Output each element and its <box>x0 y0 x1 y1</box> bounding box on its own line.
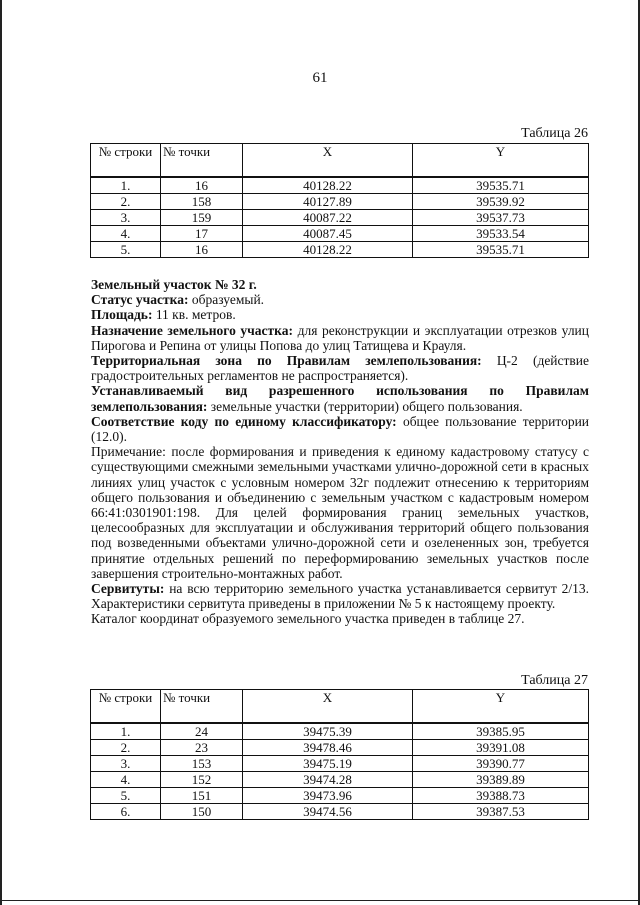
header-point-number: № точки <box>161 144 243 177</box>
plot-purpose: Назначение земельного участка: для реконструкции и эксплуатации отрезков улиц Пирогова и Репина от улицы Попова до улиц Татищева и Крауля. <box>91 322 590 353</box>
cell-row-number: 1. <box>91 177 161 194</box>
page-number: 61 <box>312 70 328 86</box>
coordinates-table-26 <box>90 143 589 258</box>
header-y: Y <box>413 144 589 177</box>
cell-row-number: 4. <box>91 225 161 241</box>
table-row <box>91 723 589 740</box>
cell-point-number: 16 <box>161 177 243 194</box>
cell-x: 40087.22 <box>243 209 413 225</box>
table-row <box>91 177 589 194</box>
cell-y: 39389.89 <box>413 771 589 787</box>
table-26-caption: Таблица 26 <box>521 126 588 141</box>
header-row-number: № строки <box>91 144 161 177</box>
cell-row-number: 2. <box>91 193 161 209</box>
cell-point-number: 158 <box>161 193 243 209</box>
plot-note: Примечание: после формирования и приведения к единому кадастровому статусу с существующими смежными земельными участками улично-дорожной сети в красных линиях улиц участок с условным номером 32г подлежит отнесению к территориям общего пользования и объединению с земельным участком с кадастровым номером 66:41:0301901:198. Для целей формирования границ земельных участков, целесообразных для эксплуатации и обслуживания территорий общего пользования под возведенными объектами улично-дорожной сети и озелененных зон, требуется принятие отдельных решений по переформированию земельных участков после завершения строительно-монтажных работ. <box>91 444 589 581</box>
cell-y: 39539.92 <box>413 193 589 209</box>
header-point-number: № точки <box>161 690 243 723</box>
cell-y: 39533.54 <box>413 225 589 241</box>
cell-y: 39390.77 <box>413 755 589 771</box>
cell-point-number: 150 <box>161 803 243 819</box>
table-row <box>91 771 589 787</box>
header-x: X <box>243 144 413 177</box>
table-27-caption: Таблица 27 <box>521 673 588 688</box>
table-row <box>91 803 589 819</box>
scan-left-edge <box>0 0 2 905</box>
cell-y: 39388.73 <box>413 787 589 803</box>
plot-servitudes: Сервитуты: на всю территорию земельного участка устанавливается сервитут 2/13. Характеристики сервитута приведены в приложении № 5 к настоящему проекту. <box>91 581 589 612</box>
plot-area: Площадь: 11 кв. метров. <box>91 307 236 323</box>
cell-point-number: 17 <box>161 225 243 241</box>
cell-row-number: 5. <box>91 241 161 257</box>
cell-row-number: 3. <box>91 209 161 225</box>
cell-x: 40128.22 <box>243 241 413 257</box>
plot-classifier-code: Соответствие коду по единому классификатору: общее пользование территории (12.0). <box>91 413 590 445</box>
coordinates-table-27 <box>90 689 589 820</box>
cell-point-number: 16 <box>161 241 243 257</box>
plot-catalog-reference: Каталог координат образуемого земельного участка приведен в таблице 27. <box>91 611 525 627</box>
cell-row-number: 1. <box>91 723 161 740</box>
cell-point-number: 152 <box>161 771 243 787</box>
plot-description <box>91 277 589 627</box>
table-header <box>91 690 589 723</box>
plot-permitted-use: Устанавливаемый вид разрешенного использования по Правилам землепользования: земельные участки (территории) общего пользования. <box>91 383 589 414</box>
cell-row-number: 4. <box>91 771 161 787</box>
cell-x: 39478.46 <box>243 739 413 755</box>
cell-x: 39474.28 <box>243 771 413 787</box>
table-row <box>91 787 589 803</box>
cell-row-number: 6. <box>91 803 161 819</box>
cell-y: 39391.08 <box>413 739 589 755</box>
header-y: Y <box>413 690 589 723</box>
cell-y: 39535.71 <box>413 177 589 194</box>
cell-row-number: 3. <box>91 755 161 771</box>
cell-point-number: 24 <box>161 723 243 740</box>
table-row <box>91 193 589 209</box>
plot-status: Статус участка: образуемый. <box>91 292 265 308</box>
cell-x: 40127.89 <box>243 193 413 209</box>
cell-point-number: 23 <box>161 739 243 755</box>
cell-point-number: 151 <box>161 787 243 803</box>
table-row <box>91 755 589 771</box>
cell-y: 39387.53 <box>413 803 589 819</box>
table-row <box>91 739 589 755</box>
cell-point-number: 159 <box>161 209 243 225</box>
plot-zone: Территориальная зона по Правилам землепользования: Ц-2 (действие градостроительных регламентов не распространяется). <box>91 353 590 384</box>
cell-point-number: 153 <box>161 755 243 771</box>
cell-row-number: 2. <box>91 739 161 755</box>
header-row-number: № строки <box>91 690 161 723</box>
cell-x: 39474.56 <box>243 803 413 819</box>
cell-x: 39473.96 <box>243 787 413 803</box>
cell-row-number: 5. <box>91 787 161 803</box>
cell-x: 39475.19 <box>243 755 413 771</box>
cell-x: 39475.39 <box>243 723 413 740</box>
cell-x: 40128.22 <box>243 177 413 194</box>
cell-y: 39537.73 <box>413 209 589 225</box>
scan-bottom-edge <box>0 900 640 901</box>
cell-y: 39385.95 <box>413 723 589 740</box>
header-x: X <box>243 690 413 723</box>
table-header <box>91 144 589 177</box>
table-row <box>91 241 589 257</box>
table-row <box>91 225 589 241</box>
table-row <box>91 209 589 225</box>
plot-title: Земельный участок № 32 г. <box>91 277 257 292</box>
cell-y: 39535.71 <box>413 241 589 257</box>
cell-x: 40087.45 <box>243 225 413 241</box>
